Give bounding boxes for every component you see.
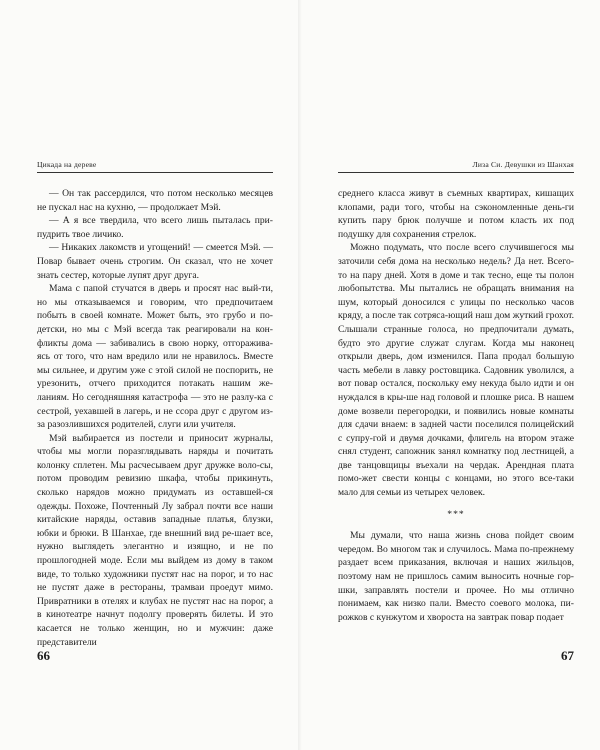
paragraph: Мы думали, что наша жизнь снова пойдет своим чередом. Во многом так и случилось. Мама по-прежнему раздает всем приказания, включая и наших жильцов, поэтому нам не пришлось самим выносить ночные гор-шки, заправлять постели и прочее. Но мы отлично понимаем, как низко пали. Вместо соевого молока, пи-рожков с кунжутом и хвороста на завтрак повар подает	[338, 530, 574, 623]
left-page-number: 66	[37, 648, 50, 663]
right-running-head: Лиза Си. Девушки из Шанхая	[338, 160, 574, 173]
left-running-head: Цикада на дереве	[37, 160, 273, 173]
paragraph: Мэй выбирается из постели и приносит журналы, чтобы мы могли поразглядывать наряды и почитать колонку сплетен. Мы расчесываем друг дружке воло-сы, потом проводим ревизию шкафа, чтобы прикинуть, сколько нарядов можно придумать из оставшей-ся одежды. Похоже, Почтенный Лу забрал почти все наши китайские наряды, оставив западные платья, блузки, юбки и брюки. В Шанхае, где внешний вид ре-шает все, нужно выглядеть элегантно и изящно, и не по прошлогодней моде. Если мы выйдем из дому в таком виде, то только художники пустят нас на порог, и то нас не пустят даже в рестораны, трамваи проедут мимо. Привратники в отелях и клубах не пустят нас на порог, а в кинотеатре начнут подолгу проверять билеты. И это касается не только женщин, но и мужчин: даже представители	[37, 432, 273, 648]
right-page-body	[338, 187, 574, 624]
right-page	[338, 160, 574, 663]
paragraph: — Он так рассердился, что потом несколько месяцев не пускал нас на кухню, — продолжает Мэй.	[37, 188, 273, 213]
book-gutter	[298, 0, 302, 750]
paragraph: Мама с папой стучатся в дверь и просят нас вый-ти, но мы отказываемся и говорим, что предпочитаем побыть в своей комнате. Может быть, это грубо и по-детски, но мы с Мэй всегда так реагировали на кон-фликты дома — забивались в свою норку, отгоражива-ясь от того, что нам вредило или не нравилось. Вместе мы сильнее, и другим уже с этой силой не поспорить, не урезонить, отчего приходится потакать нашим же-ланиям. Но сегодняшняя катастрофа — это не разлу-ка с сестрой, уехавшей в лагерь, и не ссора друг с другом из-за разозлившихся родителей, слуги или учителя.	[37, 283, 273, 431]
right-page-number: 67	[561, 648, 574, 663]
paragraph: среднего класса живут в съемных квартирах, кишащих клопами, ради того, чтобы на сэкономленные день-ги купить пару брюк получше и потом класть их под подушку для сохранения стрелок.	[338, 188, 574, 240]
left-page	[37, 160, 273, 663]
left-page-body	[37, 187, 273, 649]
section-break: ***	[447, 508, 465, 520]
paragraph: Можно подумать, что после всего случившегося мы заточили себя дома на несколько недель? Да нет. Всего-то на пару дней. Хотя в доме и так тесно, еще ты полон любопытства. Мы пытались не обращать внимания на шум, который доносился с улицы по несколько часов кряду, а после так сотряса-ющий наш дом жуткий грохот. Слышали странные голоса, но предпочитали думать, будто это другие служат слугам. Когда мы наконец открыли дверь, дом изменился. Папа продал большую часть мебели в лавку ростовщика. Садовник уволился, а вот повар остался, поскольку ему некуда было идти и он нуждался в кры-ше над головой и плошке риса. В нашем доме возвели перегородки, и появились новые комнаты для сдачи внаем: в задней части поселился полицейский с супру-гой и двумя дочками, флигель на втором этаже снял студент, сапожник занял комнатку под лестницей, а две танцовщицы въехали на чердак. Арендная плата помо-жет свести концы с концами, но этого все-таки мало для семьи из четырех человек.	[338, 242, 574, 499]
paragraph: — А я все твердила, что всего лишь пыталась при-пудрить твое личико.	[37, 215, 273, 240]
paragraph: — Никаких лакомств и угощений! — смеется Мэй. — Повар бывает очень строгим. Он сказал, что не хочет знать сестер, которые лупят друг друга.	[37, 242, 273, 281]
